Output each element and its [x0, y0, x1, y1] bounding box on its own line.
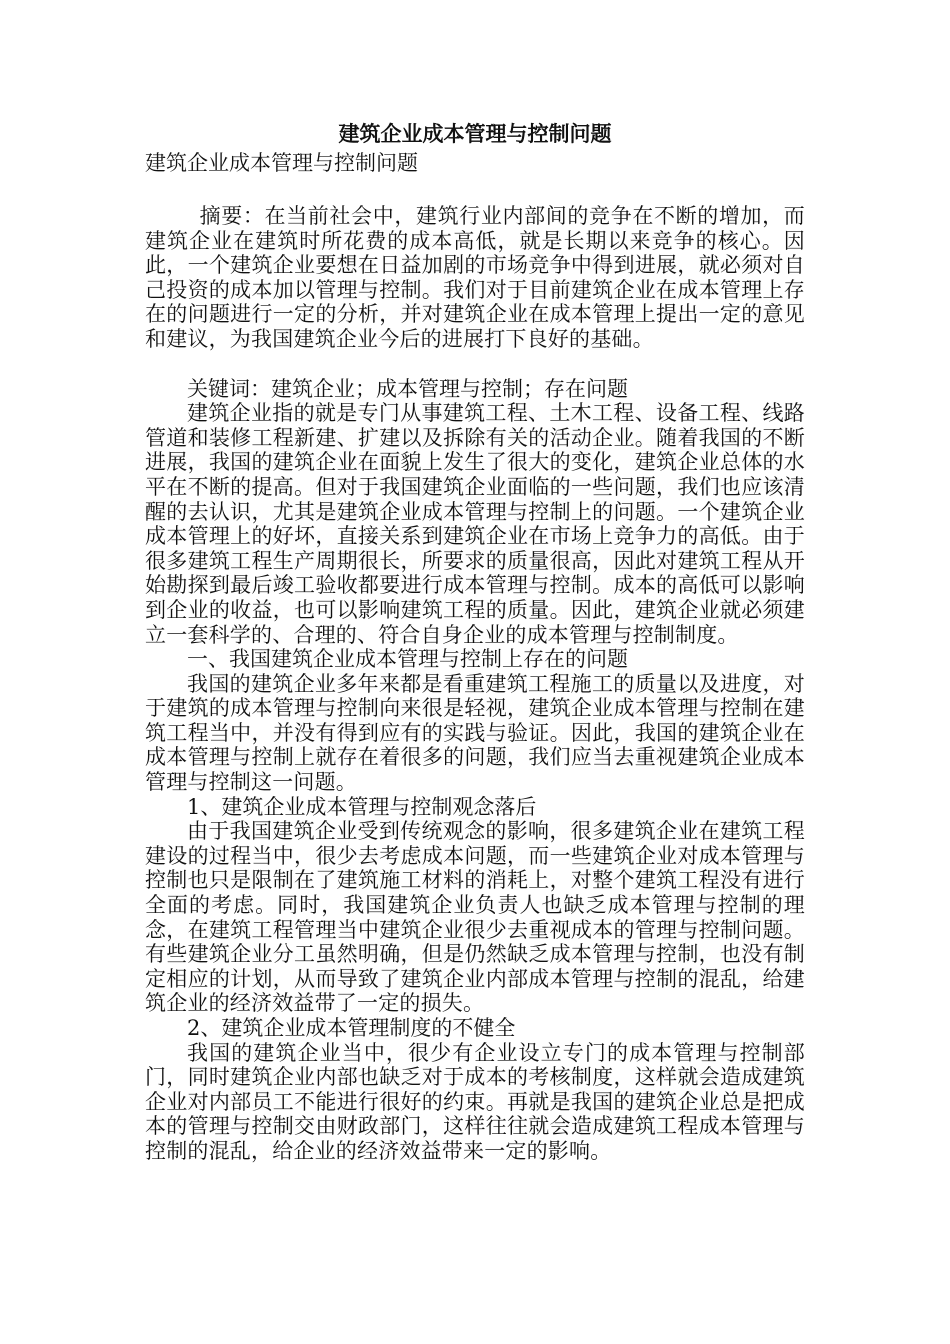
- subsection-1-paragraph: 由于我国建筑企业受到传统观念的影响，很多建筑企业在建筑工程建设的过程当中，很少去考虑成本问题，而一些建筑企业对成本管理与控制也只是限制在了建筑施工材料的消耗上，对整个建筑工程没有进行全面的考虑。同时，我国建筑企业负责人也缺乏成本管理与控制的理念，在建筑工程管理当中建筑企业很少去重视成本的管理与控制问题。有些建筑企业分工虽然明确，但是仍然缺乏成本管理与控制，也没有制定相应的计划，从而导致了建筑企业内部成本管理与控制的混乱，给建筑企业的经济效益带了一定的损失。: [145, 819, 805, 1016]
- intro-paragraph: 建筑企业指的就是专门从事建筑工程、土木工程、设备工程、线路管道和装修工程新建、扩建以及拆除有关的活动企业。随着我国的不断进展，我国的建筑企业在面貌上发生了很大的变化，建筑企业总体的水平在不断的提高。但对于我国建筑企业面临的一些问题，我们也应该清醒的去认识，尤其是建筑企业成本管理与控制上的问题。一个建筑企业成本管理上的好坏，直接关系到建筑企业在市场上竞争力的高低。由于很多建筑工程生产周期很长，所要求的质量很高，因此对建筑工程从开始勘探到最后竣工验收都要进行成本管理与控制。成本的高低可以影响到企业的收益，也可以影响建筑工程的质量。因此，建筑企业就必须建立一套科学的、合理的、符合自身企业的成本管理与控制制度。: [145, 401, 805, 647]
- document-page: [145, 118, 805, 1164]
- subsection-2-heading: 2、建筑企业成本管理制度的不健全: [187, 1016, 516, 1040]
- section-1-heading: 一、我国建筑企业成本管理与控制上存在的问题: [187, 647, 628, 672]
- keywords-line: 关键词：建筑企业；成本管理与控制；存在问题: [187, 376, 628, 401]
- document-title: 建筑企业成本管理与控制问题: [338, 121, 612, 146]
- document-subtitle: 建筑企业成本管理与控制问题: [145, 151, 418, 175]
- subsection-1-heading: 1、建筑企业成本管理与控制观念落后: [187, 794, 537, 819]
- abstract-paragraph: 摘要：在当前社会中，建筑行业内部间的竞争在不断的增加，而建筑企业在建筑时所花费的成本高低，就是长期以来竞争的核心。因此，一个建筑企业要想在日益加剧的市场竞争中得到进展，就必须对自己投资的成本加以管理与控制。我们对于目前建筑企业在成本管理上存在的问题进行一定的分析，并对建筑企业在成本管理上提出一定的意见和建议，为我国建筑企业今后的进展打下良好的基础。: [145, 204, 805, 351]
- subsection-2-paragraph: 我国的建筑企业当中，很少有企业设立专门的成本管理与控制部门，同时建筑企业内部也缺乏对于成本的考核制度，这样就会造成建筑企业对内部员工不能进行很好的约束。再就是我国的建筑企业总是把成本的管理与控制交由财政部门，这样往往就会造成建筑工程成本管理与控制的混乱，给企业的经济效益带来一定的影响。: [145, 1040, 805, 1163]
- paragraph-spacer: [145, 352, 805, 377]
- section-1-paragraph: 我国的建筑企业多年来都是看重建筑工程施工的质量以及进度，对于建筑的成本管理与控制向来很是轻视，建筑企业成本管理与控制在建筑工程当中，并没有得到应有的实践与验证。因此，我国的建筑企业在成本管理与控制上就存在着很多的问题，我们应当去重视建筑企业成本管理与控制这一问题。: [145, 671, 805, 795]
